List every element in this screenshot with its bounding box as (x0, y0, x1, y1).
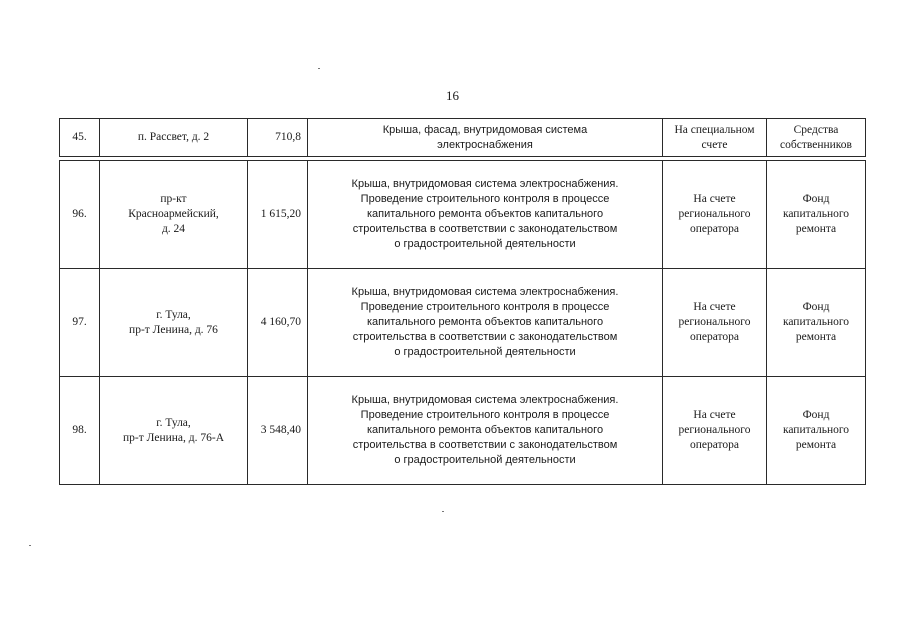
area-cell: 3 548,40 (248, 377, 308, 485)
account-cell: На счете регионального оператора (663, 377, 767, 485)
funding-cell: Средства собственников (767, 119, 866, 157)
address-cell: г. Тула, пр-т Ленина, д. 76 (100, 269, 248, 377)
repair-table (59, 118, 866, 485)
row-number: 45. (60, 119, 100, 157)
works-cell: Крыша, внутридомовая система электроснабжения. Проведение строительного контроля в процессе капитального ремонта объектов капитального строительства в соответствии с законодательством о градостроительной деятельности (308, 161, 663, 269)
funding-cell: Фонд капитального ремонта (767, 377, 866, 485)
scan-speck (318, 68, 320, 69)
account-cell: На счете регионального оператора (663, 269, 767, 377)
table-row (60, 161, 866, 269)
address-cell: п. Рассвет, д. 2 (100, 119, 248, 157)
row-number: 97. (60, 269, 100, 377)
table-row (60, 119, 866, 157)
area-cell: 1 615,20 (248, 161, 308, 269)
area-cell: 710,8 (248, 119, 308, 157)
row-number: 98. (60, 377, 100, 485)
address-cell: пр-кт Красноармейский, д. 24 (100, 161, 248, 269)
funding-cell: Фонд капитального ремонта (767, 161, 866, 269)
area-cell: 4 160,70 (248, 269, 308, 377)
table-row (60, 377, 866, 485)
scan-speck (29, 545, 31, 546)
works-cell: Крыша, внутридомовая система электроснабжения. Проведение строительного контроля в процессе капитального ремонта объектов капитального строительства в соответствии с законодательством о градостроительной деятельности (308, 269, 663, 377)
table-row (60, 269, 866, 377)
address-cell: г. Тула, пр-т Ленина, д. 76-А (100, 377, 248, 485)
row-number: 96. (60, 161, 100, 269)
account-cell: На счете регионального оператора (663, 161, 767, 269)
works-cell: Крыша, фасад, внутридомовая система электроснабжения (308, 119, 663, 157)
account-cell: На специальном счете (663, 119, 767, 157)
funding-cell: Фонд капитального ремонта (767, 269, 866, 377)
scan-speck (442, 511, 444, 512)
page-number: 16 (446, 88, 459, 103)
works-cell: Крыша, внутридомовая система электроснабжения. Проведение строительного контроля в процессе капитального ремонта объектов капитального строительства в соответствии с законодательством о градостроительной деятельности (308, 377, 663, 485)
